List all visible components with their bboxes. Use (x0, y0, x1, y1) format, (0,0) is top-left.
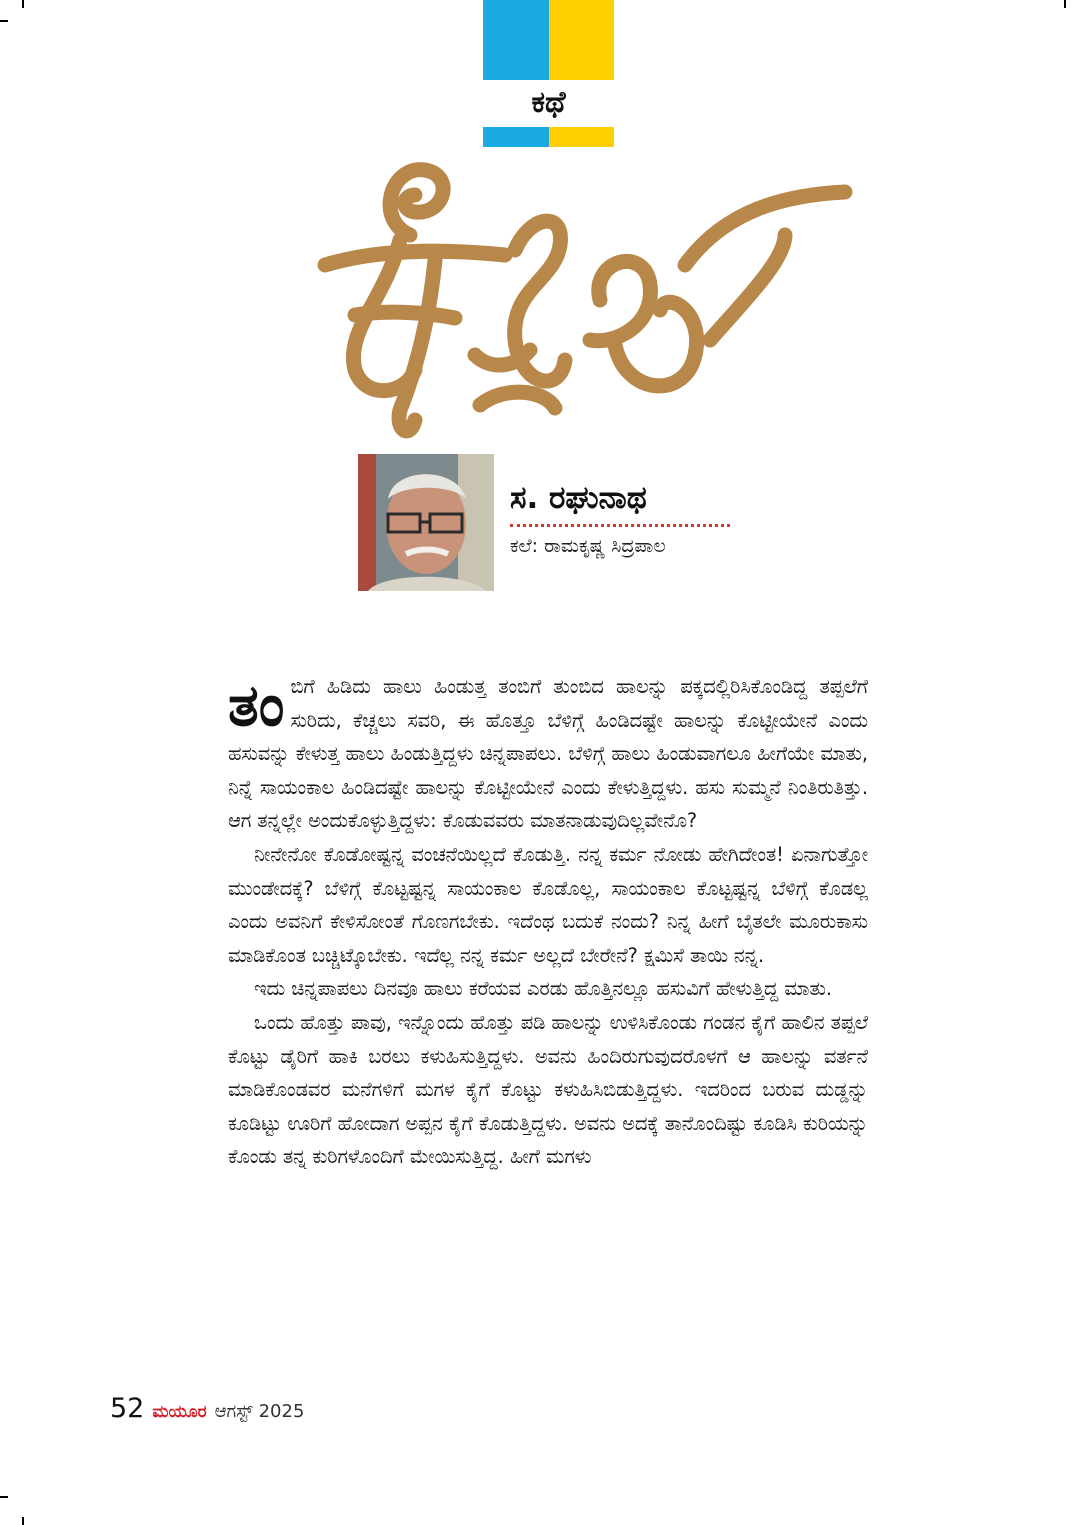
page-number: 52 (110, 1393, 145, 1424)
author-photo (358, 454, 494, 591)
drop-cap: ತಂ (228, 671, 285, 739)
section-label: ಕಥೆ (531, 85, 566, 120)
byline-divider (510, 524, 730, 527)
crop-mark (0, 20, 8, 22)
story-body (228, 670, 868, 1174)
author-name: ಸ. ರಘುನಾಥ (510, 480, 647, 516)
crop-mark (22, 0, 24, 8)
story-title (310, 430, 870, 431)
crop-mark (22, 1517, 24, 1525)
paragraph: ನೀನೇನೋ ಕೊಡೋಷ್ಟನ್ನ ವಂಚನೆಯಿಲ್ಲದೆ ಕೊಡುತ್ತಿ. ನನ್ನ ಕರ್ಮ ನೋಡು ಹೇಗಿದೇಂತ! ಏನಾಗುತ್ತೋ ಮುಂಡೇದಕ್ಕೆ? ಬೆಳಿಗ್ಗೆ ಕೊಟ್ಟಷ್ಟನ್ನ ಸಾಯಂಕಾಲ ಕೊಡೊಲ್ಲ, ಸಾಯಂಕಾಲ ಕೊಟ್ಟಷ್ಟನ್ನ ಬೆಳಿಗ್ಗೆ ಕೊಡಲ್ಲ ಎಂದು ಅವನಿಗೆ ಕೇಳಿಸೋಂತೆ ಗೊಣಗಬೇಕು. ಇದೆಂಥ ಬದುಕೆ ನಂದು? ನಿನ್ನ ಹೀಗೆ ಬೈತಲೇ ಮೂರುಕಾಸು ಮಾಡಿಕೊಂತ ಬಚ್ಚಿಟ್ಕೊಬೇಕು. ಇದೆಲ್ಲ ನನ್ನ ಕರ್ಮ ಅಲ್ಲದೆ ಬೇರೇನೆ? ಕ್ಷಮಿಸೆ ತಾಯಿ ನನ್ನ. (228, 842, 868, 967)
section-badge-top (483, 0, 614, 80)
art-credit: ಕಲೆ: ರಾಮಕೃಷ್ಣ ಸಿದ್ರಪಾಲ (510, 535, 666, 557)
issue-date: ಆಗಸ್ಟ್ 2025 (214, 1401, 305, 1422)
story-title-calligraphy (315, 140, 860, 455)
crop-mark (0, 1496, 8, 1498)
paragraph (228, 670, 868, 838)
paragraph-text: ಬಿಗೆ ಹಿಡಿದು ಹಾಲು ಹಿಂಡುತ್ತ ತಂಬಿಗೆ ತುಂಬಿದ ಹಾಲನ್ನು ಪಕ್ಕದಲ್ಲಿರಿಸಿಕೊಂಡಿದ್ದ ತಪ್ಪಲೆಗೆ ಸುರಿದು, ಕೆಚ್ಚಲು ಸವರಿ, ಈ ಹೊತ್ತೂ ಬೆಳಿಗ್ಗೆ ಹಿಂಡಿದಷ್ಟೇ ಹಾಲನ್ನು ಕೊಟ್ಟೀಯೇನೆ ಎಂದು ಹಸುವನ್ನು ಕೇಳುತ್ತ ಹಾಲು ಹಿಂಡುತ್ತಿದ್ದಳು ಚಿನ್ನಪಾಪಲು. ಬೆಳಿಗ್ಗೆ ಹಾಲು ಹಿಂಡುವಾಗಲೂ ಹೀಗೆಯೇ ಮಾತು, ನಿನ್ನೆ ಸಾಯಂಕಾಲ ಹಿಂಡಿದಷ್ಟೇ ಹಾಲನ್ನು ಕೊಟ್ಟೀಯೇನೆ ಎಂದು ಕೇಳುತ್ತಿದ್ದಳು. ಹಸು ಸುಮ್ಮನೆ ನಿಂತಿರುತಿತ್ತು. ಆಗ ತನ್ನಲ್ಲೇ ಅಂದುಕೊಳ್ಳುತ್ತಿದ್ದಳು: ಕೊಡುವವರು ಮಾತನಾಡುವುದಿಲ್ಲವೇನೊ? (228, 675, 868, 833)
magazine-logo: ಮಯೂರ (152, 1402, 207, 1422)
paragraph: ಒಂದು ಹೊತ್ತು ಪಾವು, ಇನ್ನೊಂದು ಹೊತ್ತು ಪಡಿ ಹಾಲನ್ನು ಉಳಿಸಿಕೊಂಡು ಗಂಡನ ಕೈಗೆ ಹಾಲಿನ ತಪ್ಪಲೆ ಕೊಟ್ಟು ಡೈರಿಗೆ ಹಾಕಿ ಬರಲು ಕಳುಹಿಸುತ್ತಿದ್ದಳು. ಅವನು ಹಿಂದಿರುಗುವುದರೊಳಗೆ ಆ ಹಾಲನ್ನು ವರ್ತನೆ ಮಾಡಿಕೊಂಡವರ ಮನೆಗಳಿಗೆ ಮಗಳ ಕೈಗೆ ಕೊಟ್ಟು ಕಳುಹಿಸಿಬಿಡುತ್ತಿದ್ದಳು. ಇದರಿಂದ ಬರುವ ದುಡ್ಡನ್ನು ಕೂಡಿಟ್ಟು ಊರಿಗೆ ಹೋದಾಗ ಅಪ್ಪನ ಕೈಗೆ ಕೊಡುತ್ತಿದ್ದಳು. ಅವನು ಅದಕ್ಕೆ ತಾನೊಂದಿಷ್ಟು ಕೂಡಿಸಿ ಕುರಿಯನ್ನು ಕೊಂಡು ತನ್ನ ಕುರಿಗಳೊಂದಿಗೆ ಮೇಯಿಸುತ್ತಿದ್ದ. ಹೀಗೆ ಮಗಳು (228, 1010, 868, 1169)
page-footer (110, 1393, 304, 1427)
crop-mark (1064, 0, 1066, 8)
paragraph: ಇದು ಚಿನ್ನಪಾಪಲು ದಿನವೂ ಹಾಲು ಕರೆಯವ ಎರಡು ಹೊತ್ತಿನಲ್ಲೂ ಹಸುವಿಗೆ ಹೇಳುತ್ತಿದ್ದ ಮಾತು. (254, 977, 832, 1001)
